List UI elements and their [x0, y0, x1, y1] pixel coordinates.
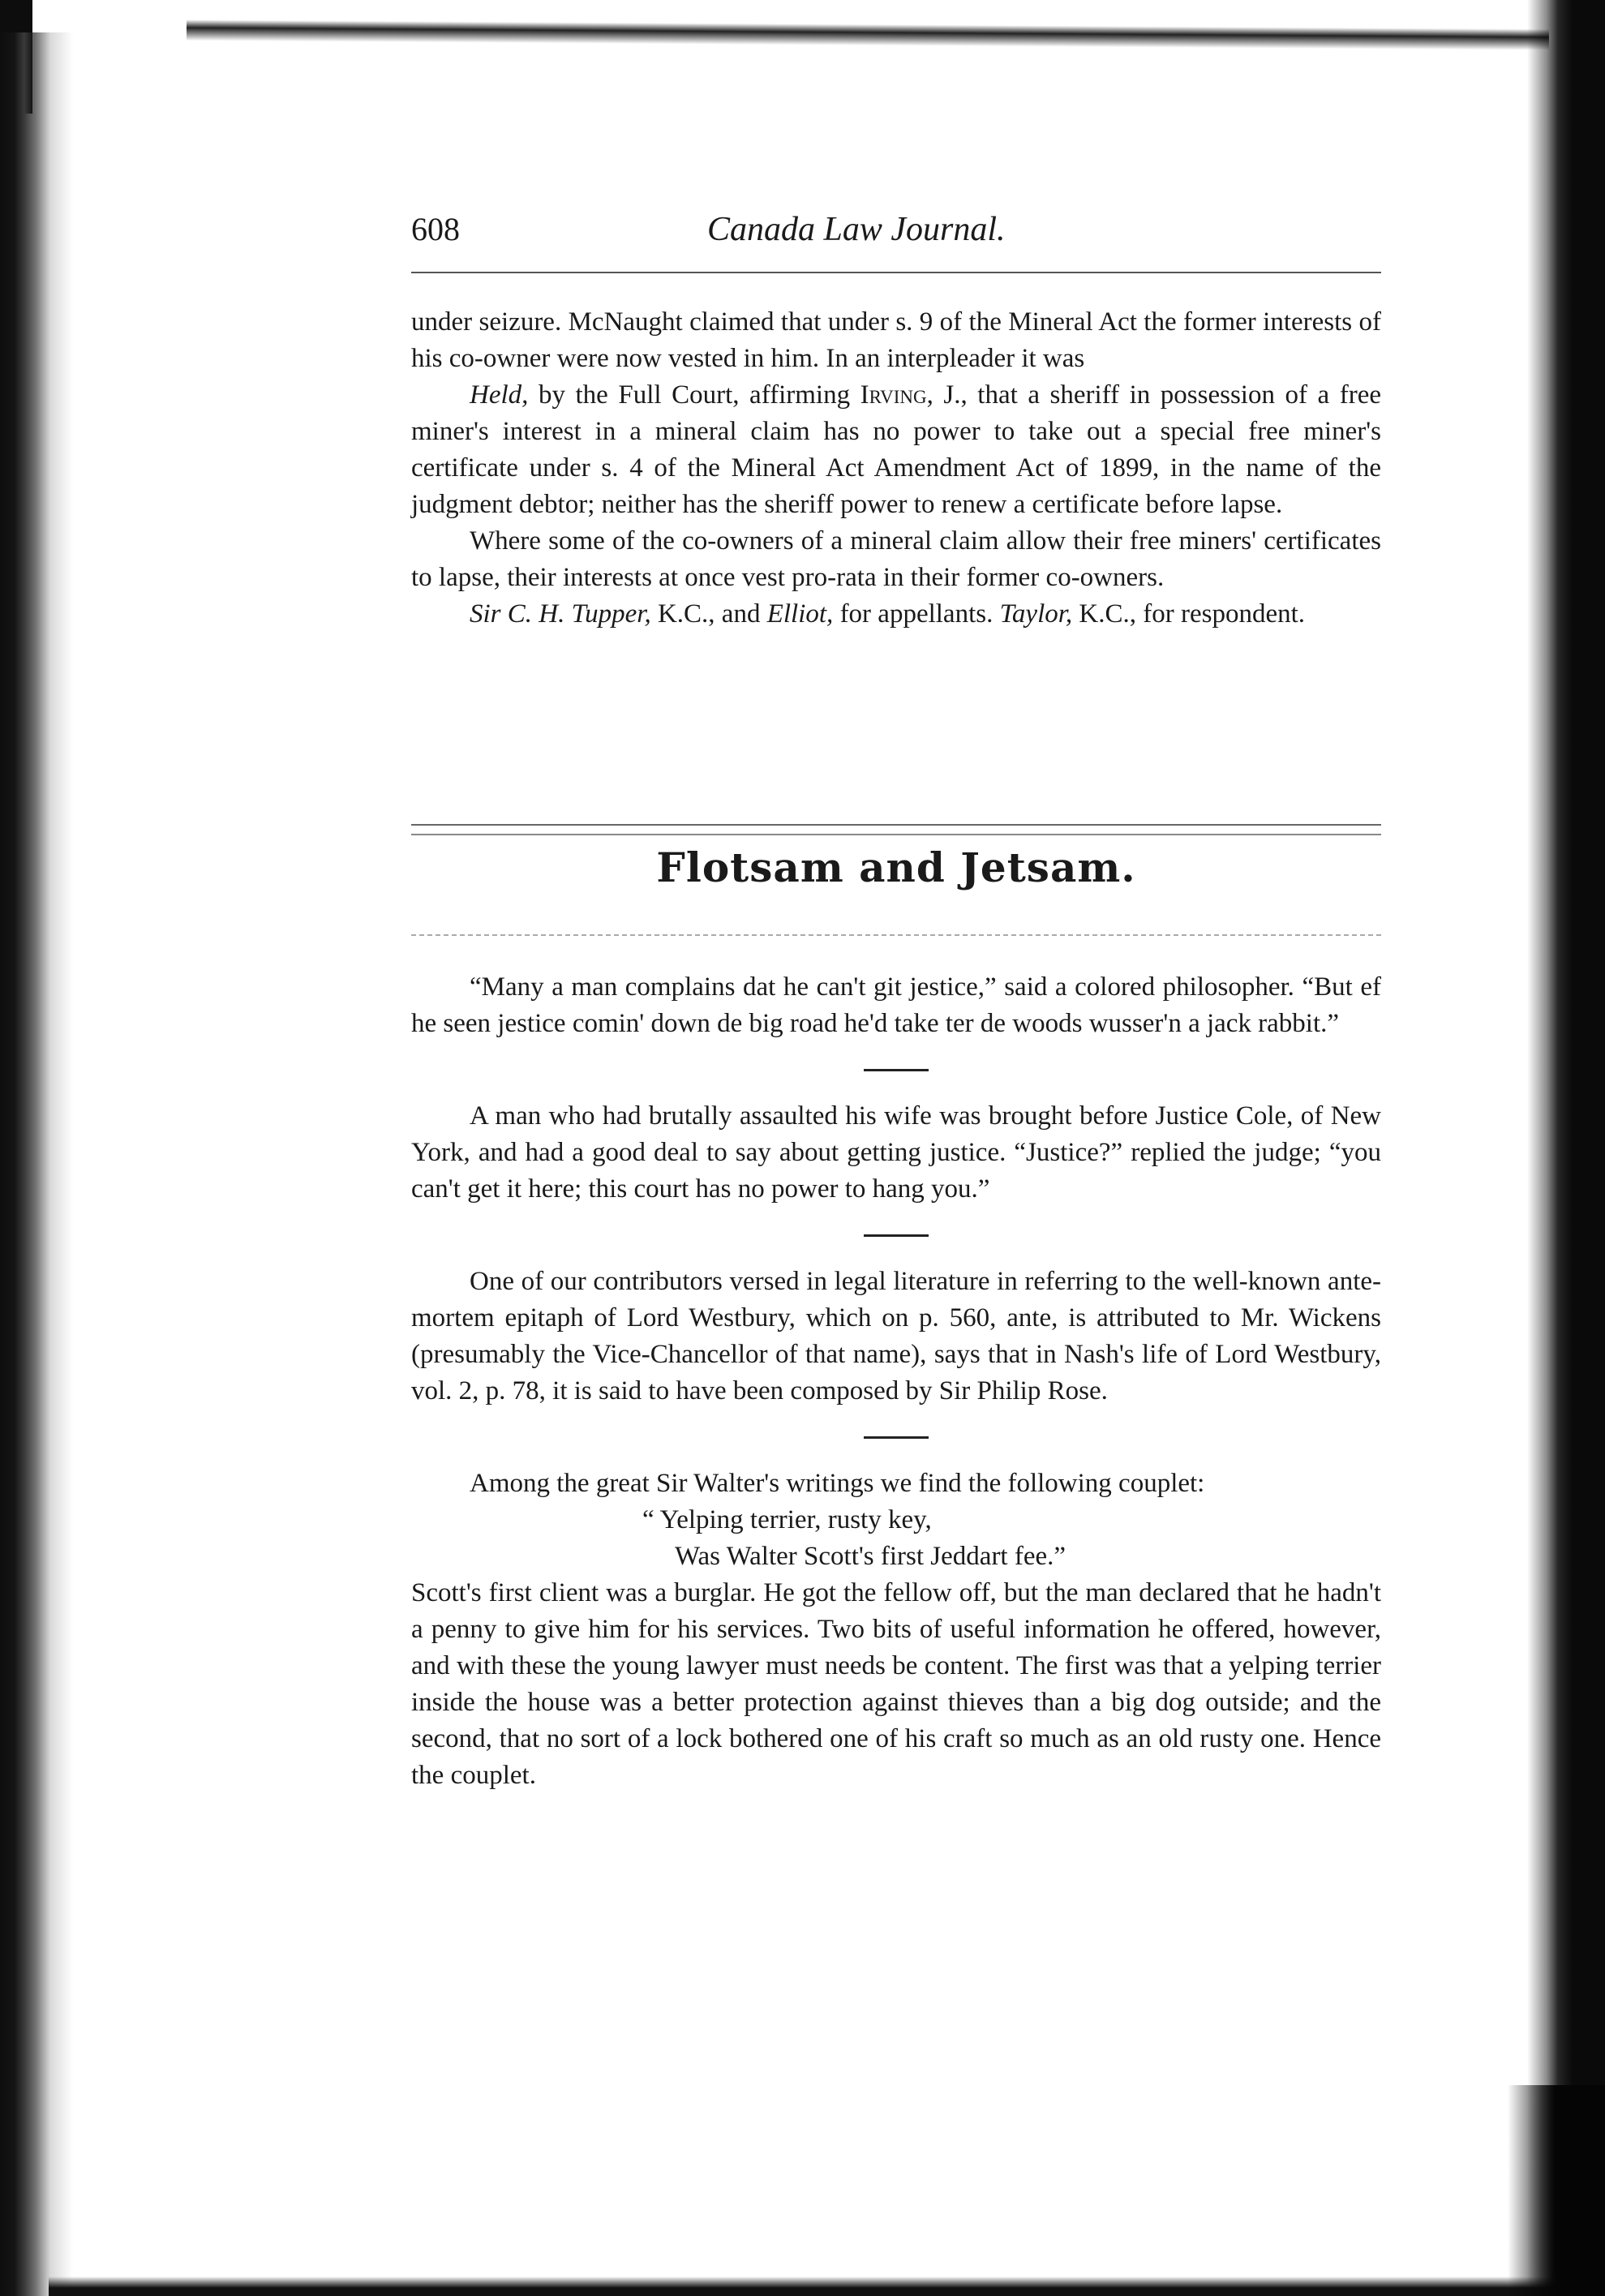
journal-page [411, 207, 1382, 1790]
page-number: 608 [411, 211, 460, 247]
counsel-line: Sir C. H. Tupper, K.C., and Elliot, for appellants. Taylor, K.C., for respondent. [470, 599, 1306, 629]
scan-edge-right [1527, 0, 1605, 2296]
judge-name: Irving, J. [860, 380, 961, 410]
item-separator [864, 1234, 929, 1237]
item-anecdote-1: “Many a man complains dat he can't git jestice,” said a colored philosopher. “But ef he seen jestice comin' down de big road he'd take ter de woods wusser'n a jack rabbit.” [411, 972, 1381, 1038]
header-rule [411, 272, 1381, 273]
case-paragraph-held: Held, by the Full Court, affirming Irving, J., that a sheriff in possession of a free miner's interest in a mineral claim has no power to take out a special free miner's certificate under s. 4 of the Mineral Act Amendment Act of 1899, in the name of the judgment debtor; neither has the sheriff power to renew a certificate before lapse. [411, 380, 1382, 519]
scan-edge-bottom [49, 2277, 1557, 2296]
couplet-line-2: Was Walter Scott's first Jeddart fee.” [675, 1542, 1066, 1571]
section-title: Flotsam and Jetsam. [656, 843, 1136, 891]
scan-edge-left [0, 32, 73, 2296]
scan-corner-bottom-right [1508, 2085, 1605, 2296]
counsel-name: Sir C. H. Tupper, [470, 599, 651, 629]
section-title-rule [411, 934, 1381, 936]
couplet [642, 1502, 1381, 1575]
item-separator [864, 1069, 929, 1071]
item-anecdote-3: One of our contributors versed in legal literature in referring to the well-known ante-mortem epitaph of Lord Westbury, which on p. 560, ante, is attributed to Mr. Wickens (presumably the Vice-Chancellor of that name), says that in Nash's life of Lord Westbury, vol. 2, p. 78, it is said to have been composed by Sir Philip Rose. [411, 1267, 1381, 1405]
running-title: Canada Law Journal. [707, 211, 1006, 248]
counsel-name: Taylor, [999, 599, 1073, 629]
item-anecdote-2: A man who had brutally assaulted his wife was brought before Justice Cole, of New York, and had a good deal to say about getting justice. “Justice?” replied the judge; “you can't get it here; this court has no power to hang you.” [411, 1101, 1381, 1204]
counsel-name: Elliot, [766, 599, 834, 629]
couplet-line-1: “ Yelping terrier, rusty key, [642, 1505, 932, 1534]
scan-edge-top [187, 0, 1549, 54]
item-anecdote-4-body: Scott's first client was a burglar. He got the fellow off, but the man declared that he hadn't a penny to give him for his services. Two bits of useful information he offered, however, and with these the young lawyer must needs be content. The first was that a yelping terrier inside the house was a better protection against thieves than a big dog outside; and the second, that no sort of a lock bothered one of his craft so much as an old rusty one. Hence the couplet. [411, 1578, 1381, 1790]
item-anecdote-4-intro: Among the great Sir Walter's writings we find the following couplet: [470, 1469, 1205, 1498]
held-label: Held, [470, 380, 529, 410]
section-divider [411, 824, 1381, 835]
item-separator [864, 1436, 929, 1439]
case-paragraph-1: under seizure. McNaught claimed that under s. 9 of the Mineral Act the former interests of his co-owner were now vested in him. In an interpleader it was [411, 307, 1381, 373]
page-header [411, 207, 1381, 259]
flotsam-items [411, 969, 1381, 1794]
case-paragraph-3: Where some of the co-owners of a mineral claim allow their free miners' certificates to lapse, their interests at once vest pro-rata in their former co-owners. [411, 526, 1381, 592]
case-report [411, 304, 1381, 633]
